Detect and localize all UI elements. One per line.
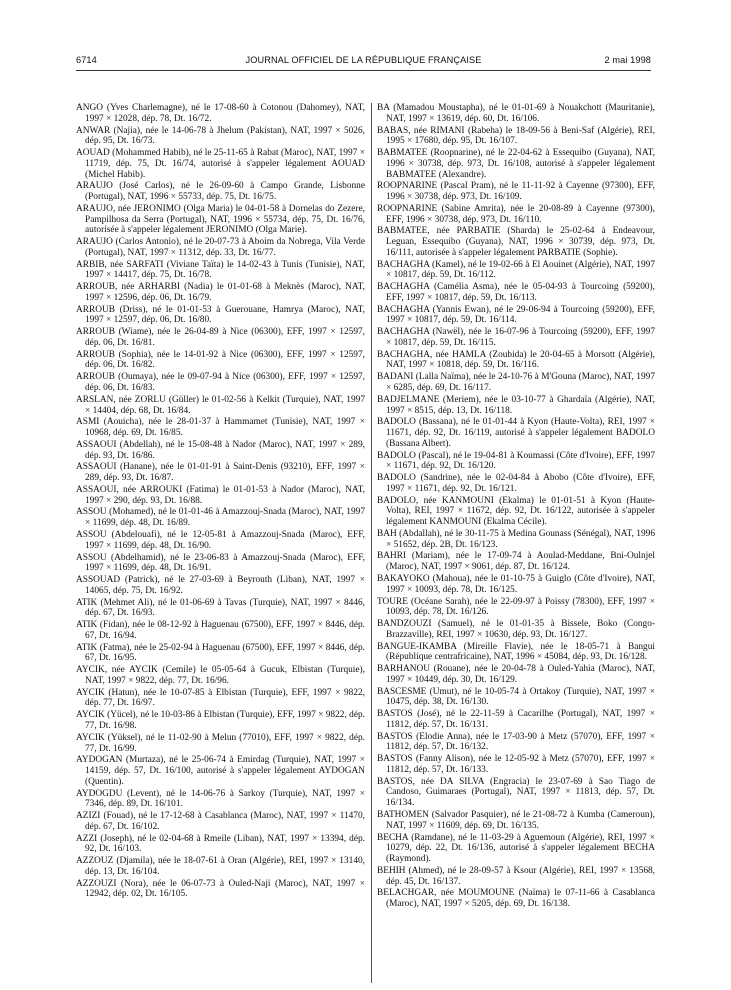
left-column [76, 103, 365, 901]
naturalization-entry: ARROUB, née ARHARBI (Nadia) le 01-01-68 à Meknès (Maroc), NAT, 1997 × 12596, dép. 06, Dt. 16/79. [76, 282, 365, 303]
naturalization-entry: ROOPNARINE (Sabine Amrita), née le 20-08-89 à Cayenne (97300), EFF, 1996 × 30738, dép. 973, Dt. 16/110. [377, 203, 655, 225]
naturalization-entry: BAH (Abdallah), né le 30-11-75 à Medina Gounass (Sénégal), NAT, 1996 × 51652, dép. 2B, Dt. 16/123. [377, 528, 655, 550]
naturalization-entry: BASTOS, née DA SILVA (Engracia) le 23-07-69 à Sao Tiago de Candoso, Guimaraes (Portugal), NAT, 1997 × 11813, dép. 57, Dt. 16/134. [377, 776, 655, 809]
naturalization-entry: BATHOMEN (Salvador Pasquier), né le 21-08-72 à Kumba (Cameroun), NAT, 1997 × 11609, dép. 69, Dt. 16/135. [377, 810, 655, 831]
naturalization-entry: BADANI (Lalla Naïma), née le 24-10-76 à M'Gouna (Maroc), NAT, 1997 × 6285, dép. 69, Dt. 16/117. [377, 372, 655, 393]
naturalization-entry: ATIK (Fidan), née le 08-12-92 à Haguenau (67500), EFF, 1997 × 8446, dép. 67, Dt. 16/94. [76, 620, 365, 641]
naturalization-entry: ASSOU (Abdelhamid), né le 23-06-83 à Amazzouj-Snada (Maroc), EFF, 1997 × 11699, dép. 48, Dt. 16/91. [76, 552, 365, 574]
naturalization-entry: ANGO (Yves Charlemagne), né le 17-08-60 à Cotonou (Dahomey), NAT, 1997 × 12028, dép. 78, Dt. 16/72. [76, 103, 365, 124]
page-number: 6714 [76, 55, 97, 65]
naturalization-entry: ARAUJO (José Carlos), né le 26-09-60 à Campo Grande, Lisbonne (Portugal), NAT, 1996 × 55733, dép. 75, Dt. 16/75. [76, 181, 365, 203]
naturalization-entry: ASSAOUI, née ARROUKI (Fatima) le 01-01-53 à Nador (Maroc), NAT, 1997 × 290, dép. 93, Dt. 16/88. [76, 484, 365, 506]
naturalization-entry: BACHAGHA (Yannis Ewan), né le 29-06-94 à Tourcoing (59200), EFF, 1997 × 10817, dép. 59, Dt. 16/114. [377, 304, 655, 326]
naturalization-entry: BACHAGHA (Camélia Asma), née le 05-04-93 à Tourcoing (59200), EFF, 1997 × 10817, dép. 59, Dt. 16/113. [377, 282, 655, 303]
naturalization-entry: AZIZI (Fouad), né le 17-12-68 à Casablanca (Maroc), NAT, 1997 × 11470, dép. 67, Dt. 16/102. [76, 811, 365, 832]
naturalization-entry: AYCIK (Yüksel), né le 11-02-90 à Melun (77010), EFF, 1997 × 9822, dép. 77, Dt. 16/99. [76, 732, 365, 754]
header-rule [76, 70, 651, 71]
naturalization-entry: BABMATEE (Roopnarine), né le 22-04-62 à Essequibo (Guyana), NAT, 1996 × 30738, dép. 973, Dt. 16/108, autorisé à s'appeler légalement BABMATEE (Alexandre). [377, 148, 655, 180]
naturalization-entry: BABAS, née RIMANI (Rabeha) le 18-09-56 à Beni-Saf (Algérie), REI, 1995 × 17680, dép. 95, Dt. 16/107. [377, 125, 655, 147]
naturalization-entry: BADOLO (Pascal), né le 19-04-81 à Koumassi (Côte d'Ivoire), EFF, 1997 × 11671, dép. 92, Dt. 16/120. [377, 450, 655, 472]
naturalization-entry: AYCIK, née AYCIK (Cemile) le 05-05-64 à Gucuk, Elbistan (Turquie), NAT, 1997 × 9822, dép. 77, Dt. 16/96. [76, 665, 365, 686]
naturalization-entry: BARHANOU (Rouane), née le 20-04-78 à Ouled-Yahia (Maroc), NAT, 1997 × 10449, dép. 30, Dt. 16/129. [377, 664, 655, 685]
naturalization-entry: ARSLAN, née ZORLU (Güller) le 01-02-56 à Kelkit (Turquie), NAT, 1997 × 14404, dép. 68, Dt. 16/84. [76, 394, 365, 416]
page-header [76, 55, 651, 69]
naturalization-entry: ARROUB (Wiame), née le 26-04-89 à Nice (06300), EFF, 1997 × 12597, dép. 06, Dt. 16/81. [76, 327, 365, 348]
naturalization-entry: ROOPNARINE (Pascal Pram), né le 11-11-92 à Cayenne (97300), EFF, 1996 × 30738, dép. 973, Dt. 16/109. [377, 181, 655, 203]
naturalization-entry: ARBIB, née SARFATI (Viviane Taïta) le 14-02-43 à Tunis (Tunisie), NAT, 1997 × 14417, dép. 75, Dt. 16/78. [76, 259, 365, 281]
naturalization-entry: BASTOS (José), né le 22-11-59 à Cacarilhe (Portugal), NAT, 1997 × 11812, dép. 57, Dt. 16/131. [377, 709, 655, 730]
naturalization-entry: ATIK (Fatma), née le 25-02-94 à Haguenau (67500), EFF, 1997 × 8446, dép. 67, Dt. 16/95. [76, 642, 365, 664]
naturalization-entry: ASMI (Aouicha), née le 28-01-37 à Hammamet (Tunisie), NAT, 1997 × 10968, dép. 69, Dt. 16/85. [76, 417, 365, 439]
naturalization-entry: BAHRI (Mariam), née le 17-09-74 à Aoulad-Meddane, Bni-Oulnjel (Maroc), NAT, 1997 × 9061, dép. 87, Dt. 16/124. [377, 551, 655, 573]
column-divider [371, 103, 372, 983]
naturalization-entry: AYCIK (Yücel), né le 10-03-86 à Elbistan (Turquie), EFF, 1997 × 9822, dép. 77, Dt. 16/98. [76, 710, 365, 731]
naturalization-entry: AYCIK (Hatun), née le 10-07-85 à Elbistan (Turquie), EFF, 1997 × 9822, dép. 77, Dt. 16/97. [76, 687, 365, 709]
naturalization-entry: ATIK (Mehmet Ali), né le 01-06-69 à Tavas (Turquie), NAT, 1997 × 8446, dép. 67, Dt. 16/93. [76, 597, 365, 619]
naturalization-entry: ASSOUAD (Patrick), né le 27-03-69 à Beyrouth (Liban), NAT, 1997 × 14065, dép. 75, Dt. 16/92. [76, 575, 365, 596]
naturalization-entry: BANGUE-IKAMBA (Mireille Flavie), née le 18-05-71 à Bangui (République centrafricaine), NAT, 1996 × 45084, dép. 93, Dt. 16/128. [377, 641, 655, 663]
naturalization-entry: BADOLO (Bassana), né le 01-01-44 à Kyon (Haute-Volta), REI, 1997 × 11671, dép. 92, Dt. 16/119, autorisé à s'appeler légalement BADOLO (Bassana Albert). [377, 417, 655, 449]
naturalization-entry: AZZOUZ (Djamila), née le 18-07-61 à Oran (Algérie), REI, 1997 × 13140, dép. 13, Dt. 16/104. [76, 856, 365, 877]
naturalization-entry: BABMATEE, née PARBATIE (Sharda) le 25-02-64 à Endeavour, Leguan, Essequibo (Guyana), NAT, 1996 × 30739, dép. 973, Dt. 16/111, autorisée à s'appeler légalement PARBATIE (Sophie). [377, 226, 655, 258]
naturalization-entry: ASSAOUI (Hanane), née le 01-01-91 à Saint-Denis (93210), EFF, 1997 × 289, dép. 93, Dt. 16/87. [76, 462, 365, 484]
naturalization-entry: BADOLO, née KANMOUNI (Ekalma) le 01-01-51 à Kyon (Haute-Volta), REI, 1997 × 11672, dép. 92, Dt. 16/122, autorisée à s'appeler légalement KANMOUNI (Ekalma Cécile). [377, 495, 655, 528]
naturalization-entry: BAKAYOKO (Mahoua), née le 01-10-75 à Guiglo (Côte d'Ivoire), NAT, 1997 × 10093, dép. 78, Dt. 16/125. [377, 573, 655, 595]
naturalization-entry: BADOLO (Sandrine), née le 02-04-84 à Abobo (Côte d'Ivoire), EFF, 1997 × 11671, dép. 92, Dt. 16/121. [377, 473, 655, 494]
naturalization-entry: BANDZOUZI (Samuel), né le 01-01-35 à Bissele, Boko (Congo-Brazzaville), REI, 1997 × 10630, dép. 93, Dt. 16/127. [377, 619, 655, 640]
right-column [377, 103, 655, 911]
naturalization-entry: AZZOUZI (Nora), née le 06-07-73 à Ouled-Naji (Maroc), NAT, 1997 × 12942, dép. 02, Dt. 16/105. [76, 878, 365, 900]
naturalization-entry: ASSOU (Abdelouafi), né le 12-05-81 à Amazzouj-Snada (Maroc), EFF, 1997 × 11699, dép. 48, Dt. 16/90. [76, 530, 365, 551]
naturalization-entry: AZZI (Joseph), né le 02-04-68 à Rmeile (Liban), NAT, 1997 × 13394, dép. 92, Dt. 16/103. [76, 833, 365, 855]
naturalization-entry: BELACHGAR, née MOUMOUNE (Naïma) le 07-11-66 à Casablanca (Maroc), NAT, 1997 × 5205, dép. 69, Dt. 16/138. [377, 888, 655, 910]
naturalization-entry: ARAUJO (Carlos Antonio), né le 20-07-73 à Aboim da Nobrega, Vila Verde (Portugal), NAT, 1997 × 11312, dép. 33, Dt. 16/77. [76, 237, 365, 258]
naturalization-entry: ANWAR (Najia), née le 14-06-78 à Jhelum (Pakistan), NAT, 1997 × 5026, dép. 95, Dt. 16/73. [76, 125, 365, 147]
naturalization-entry: AOUAD (Mohammed Habib), né le 25-11-65 à Rabat (Maroc), NAT, 1997 × 11719, dép. 75, Dt. 16/74, autorisé à s'appeler légalement AOUAD (Michel Habib). [76, 148, 365, 180]
naturalization-entry: BASTOS (Elodie Anna), née le 17-03-90 à Metz (57070), EFF, 1997 × 11812, dép. 57, Dt. 16/132. [377, 731, 655, 753]
naturalization-entry: BACHAGHA, née HAMLA (Zoubida) le 20-04-65 à Morsott (Algérie), NAT, 1997 × 10818, dép. 59, Dt. 16/116. [377, 349, 655, 371]
naturalization-entry: TOURE (Océane Sarah), née le 22-09-97 à Poissy (78300), EFF, 1997 × 10093, dép. 78, Dt. 16/126. [377, 596, 655, 618]
naturalization-entry: AYDOGDU (Levent), né le 14-06-76 à Sarkoy (Turquie), NAT, 1997 × 7346, dép. 89, Dt. 16/101. [76, 788, 365, 810]
naturalization-entry: BASCESME (Umut), né le 10-05-74 à Ortakoy (Turquie), NAT, 1997 × 10475, dép. 38, Dt. 16/130. [377, 686, 655, 708]
naturalization-entry: ARROUB (Sophia), née le 14-01-92 à Nice (06300), EFF, 1997 × 12597, dép. 06, Dt. 16/82. [76, 349, 365, 371]
naturalization-entry: AYDOGAN (Murtaza), né le 25-06-74 à Emirdag (Turquie), NAT, 1997 × 14159, dép. 57, Dt. 16/100, autorisé à s'appeler légalement AYDOGAN (Quentin). [76, 755, 365, 787]
naturalization-entry: BADJELMANE (Meriem), née le 03-10-77 à Ghardaïa (Algérie), NAT, 1997 × 8515, dép. 13, Dt. 16/118. [377, 394, 655, 416]
naturalization-entry: ARAUJO, née JERONIMO (Olga Maria) le 04-01-58 à Dornelas do Zezere, Pampilhosa da Serra (Portugal), NAT, 1996 × 55734, dép. 75, Dt. 16/76, autorisée à s'appeler légalement JERONIMO (Olga Marie). [76, 203, 365, 236]
journal-title: JOURNAL OFFICIEL DE LA RÉPUBLIQUE FRANÇAISE [245, 55, 482, 65]
naturalization-entry: BASTOS (Fanny Alison), née le 12-05-92 à Metz (57070), EFF, 1997 × 11812, dép. 57, Dt. 16/133. [377, 754, 655, 775]
naturalization-entry: ASSAOUI (Abdellah), né le 15-08-48 à Nador (Maroc), NAT, 1997 × 289, dép. 93, Dt. 16/86. [76, 439, 365, 461]
naturalization-entry: ARROUB (Driss), né le 01-01-53 à Guerouane, Hamrya (Maroc), NAT, 1997 × 12597, dép. 06, Dt. 16/80. [76, 304, 365, 326]
issue-date: 2 mai 1998 [604, 55, 651, 65]
naturalization-entry: BACHAGHA (Nawël), née le 16-07-96 à Tourcoing (59200), EFF, 1997 × 10817, dép. 59, Dt. 16/115. [377, 327, 655, 348]
naturalization-entry: BA (Mamadou Moustapha), né le 01-01-69 à Nouakchott (Mauritanie), NAT, 1997 × 13619, dép. 60, Dt. 16/106. [377, 103, 655, 124]
naturalization-entry: BECHA (Ramdane), né le 11-03-29 à Aguemoun (Algérie), REI, 1997 × 10279, dép. 22, Dt. 16/136, autorisé à s'appeler légalement BECHA (Raymond). [377, 832, 655, 864]
naturalization-entry: BACHAGHA (Kamel), né le 19-02-66 à El Aouinet (Algérie), NAT, 1997 × 10817, dép. 59, Dt. 16/112. [377, 259, 655, 281]
naturalization-entry: BEHIH (Ahmed), né le 28-09-57 à Ksour (Algérie), REI, 1997 × 13568, dép. 45, Dt. 16/137. [377, 865, 655, 887]
naturalization-entry: ARROUB (Oumaya), née le 09-07-94 à Nice (06300), EFF, 1997 × 12597, dép. 06, Dt. 16/83. [76, 372, 365, 393]
naturalization-entry: ASSOU (Mohamed), né le 01-01-46 à Amazzouj-Snada (Maroc), NAT, 1997 × 11699, dép. 48, Dt. 16/89. [76, 507, 365, 529]
